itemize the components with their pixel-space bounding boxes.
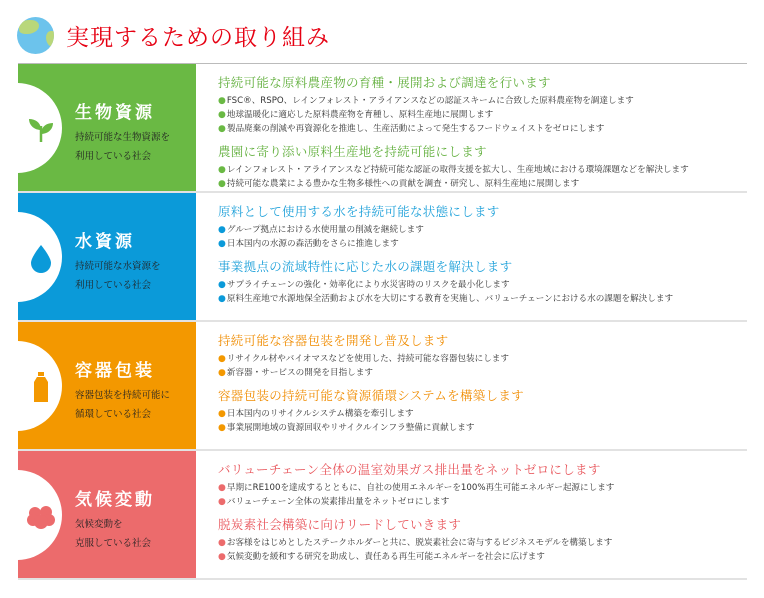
section-row-1 [18, 193, 747, 322]
bullet-item [218, 223, 747, 237]
bullet-item [218, 481, 747, 495]
bullet-dot-icon: ● [218, 110, 226, 120]
section-subtitle [75, 515, 151, 553]
bullet-text: 地球温暖化に適応した原料農産物を育種し、原料生産地に展開します [226, 110, 494, 120]
bullet-item [218, 177, 747, 191]
bullet-text: 日本国内の水源の森活動をさらに推進します [226, 239, 399, 249]
bullet-text: 原料生産地で水源地保全活動および水を大切にする教育を実施し、バリューチェーンにおける水の課題を解決します [226, 294, 674, 304]
page-title: 実現するための取り組み [66, 25, 330, 51]
bullet-dot-icon: ● [218, 368, 226, 378]
subtitle-line: 循環している社会 [75, 409, 152, 420]
bullet-text: 新容器・サービスの開発を目指します [226, 368, 373, 378]
bullet-item [218, 237, 747, 251]
bullet-dot-icon: ● [218, 239, 226, 249]
bullet-text: お客様をはじめとしたステークホルダーと共に、脱炭素社会に寄与するビジネスモデルを構築します [226, 538, 613, 548]
section-content [196, 451, 747, 578]
bullet-dot-icon: ● [218, 483, 226, 493]
water-drop-icon [26, 243, 56, 273]
goal-heading: 持続可能な原料農産物の育種・展開および調達を行います [218, 75, 551, 90]
section-name: 気候変動 [75, 490, 155, 510]
goal-heading: 容器包装の持続可能な資源循環システムを構築します [218, 388, 524, 403]
bullet-text: レインフォレスト・アライアンスなど持続可能な認証の取得支援を拡大し、生産地域における環境課題などを解決します [226, 165, 689, 175]
bullet-text: 事業展開地域の資源回収やリサイクルインフラ整備に貢献します [226, 423, 475, 433]
bullet-dot-icon: ● [218, 165, 226, 175]
subtitle-line: 持続可能な生物資源を [75, 132, 171, 143]
section-label-panel [18, 193, 196, 320]
section-content [196, 64, 747, 191]
section-name: 容器包装 [75, 361, 155, 381]
section-row-0 [18, 64, 747, 193]
goal-heading: 原料として使用する水を持続可能な状態にします [218, 204, 500, 219]
bullet-dot-icon: ● [218, 409, 226, 419]
initiatives-table [18, 63, 747, 580]
bullet-item [218, 122, 747, 136]
bullet-item [218, 108, 747, 122]
section-name: 水資源 [75, 232, 135, 252]
bullet-text: リサイクル材やバイオマスなどを使用した、持続可能な容器包装にします [226, 354, 509, 364]
subtitle-line: 利用している社会 [75, 280, 152, 291]
section-label-panel [18, 451, 196, 578]
section-label-panel [18, 64, 196, 191]
bullet-dot-icon: ● [218, 497, 226, 507]
bullet-item [218, 292, 747, 306]
bullet-dot-icon: ● [218, 280, 226, 290]
section-name: 生物資源 [75, 103, 155, 123]
bullet-text: サプライチェーンの強化・効率化により水災害時のリスクを最小化します [226, 280, 510, 290]
bullet-item [218, 366, 747, 380]
section-label-panel [18, 322, 196, 449]
section-content [196, 193, 747, 320]
section-subtitle [75, 386, 170, 424]
bullet-dot-icon: ● [218, 124, 226, 134]
goal-heading: 脱炭素社会構築に向けリードしていきます [218, 517, 462, 532]
bullet-item [218, 421, 747, 435]
bullet-text: バリューチェーン全体の炭素排出量をネットゼロにします [226, 497, 450, 507]
bullet-dot-icon: ● [218, 552, 226, 562]
subtitle-line: 持続可能な水資源を [75, 261, 161, 272]
bullet-text: 日本国内のリサイクルシステム構築を牽引します [226, 409, 414, 419]
bottle-icon [26, 372, 56, 402]
bullet-text: 気候変動を緩和する研究を助成し、責任ある再生可能エネルギーを社会に広げます [226, 552, 545, 562]
bullet-item [218, 407, 747, 421]
goal-heading: 持続可能な容器包装を開発し普及します [218, 333, 449, 348]
bullet-dot-icon: ● [218, 354, 226, 364]
bullet-dot-icon: ● [218, 96, 226, 106]
globe-icon [17, 17, 54, 54]
bullet-item [218, 278, 747, 292]
bullet-text: 早期にRE100を達成するとともに、自社の使用エネルギーを100%再生可能エネルギー起源にします [226, 483, 615, 493]
bullet-item [218, 94, 747, 108]
bullet-item [218, 352, 747, 366]
goal-heading: 農園に寄り添い原料生産地を持続可能にします [218, 144, 487, 159]
bullet-text: 持続可能な農業による豊かな生物多様性への貢献を調査・研究し、原料生産地に展開します [226, 179, 580, 189]
bullet-text: FSC®、RSPO、レインフォレスト・アライアンスなどの認証スキームに合致した原料農産物を調達します [226, 96, 634, 106]
subtitle-line: 利用している社会 [75, 151, 152, 162]
bullet-dot-icon: ● [218, 294, 226, 304]
subtitle-line: 容器包装を持続可能に [75, 390, 171, 401]
subtitle-line: 克服している社会 [75, 538, 152, 549]
bullet-dot-icon: ● [218, 538, 226, 548]
bullet-item [218, 550, 747, 564]
section-row-3 [18, 451, 747, 580]
section-subtitle [75, 257, 161, 295]
bullet-dot-icon: ● [218, 179, 226, 189]
bullet-dot-icon: ● [218, 423, 226, 433]
bullet-text: グループ拠点における水使用量の削減を継続します [226, 225, 424, 235]
goal-heading: バリューチェーン全体の温室効果ガス排出量をネットゼロにします [218, 462, 601, 477]
section-row-2 [18, 322, 747, 451]
cloud-icon [26, 501, 56, 531]
bullet-item [218, 495, 747, 509]
leaf-icon [26, 114, 56, 144]
section-content [196, 322, 747, 449]
subtitle-line: 気候変動を [75, 519, 123, 530]
goal-heading: 事業拠点の流域特性に応じた水の課題を解決します [218, 259, 513, 274]
bullet-text: 製品廃棄の削減や再資源化を推進し、生産活動によって発生するフードウェイストをゼロにします [226, 124, 605, 134]
bullet-item [218, 163, 747, 177]
section-subtitle [75, 128, 170, 166]
bullet-item [218, 536, 747, 550]
bullet-dot-icon: ● [218, 225, 226, 235]
